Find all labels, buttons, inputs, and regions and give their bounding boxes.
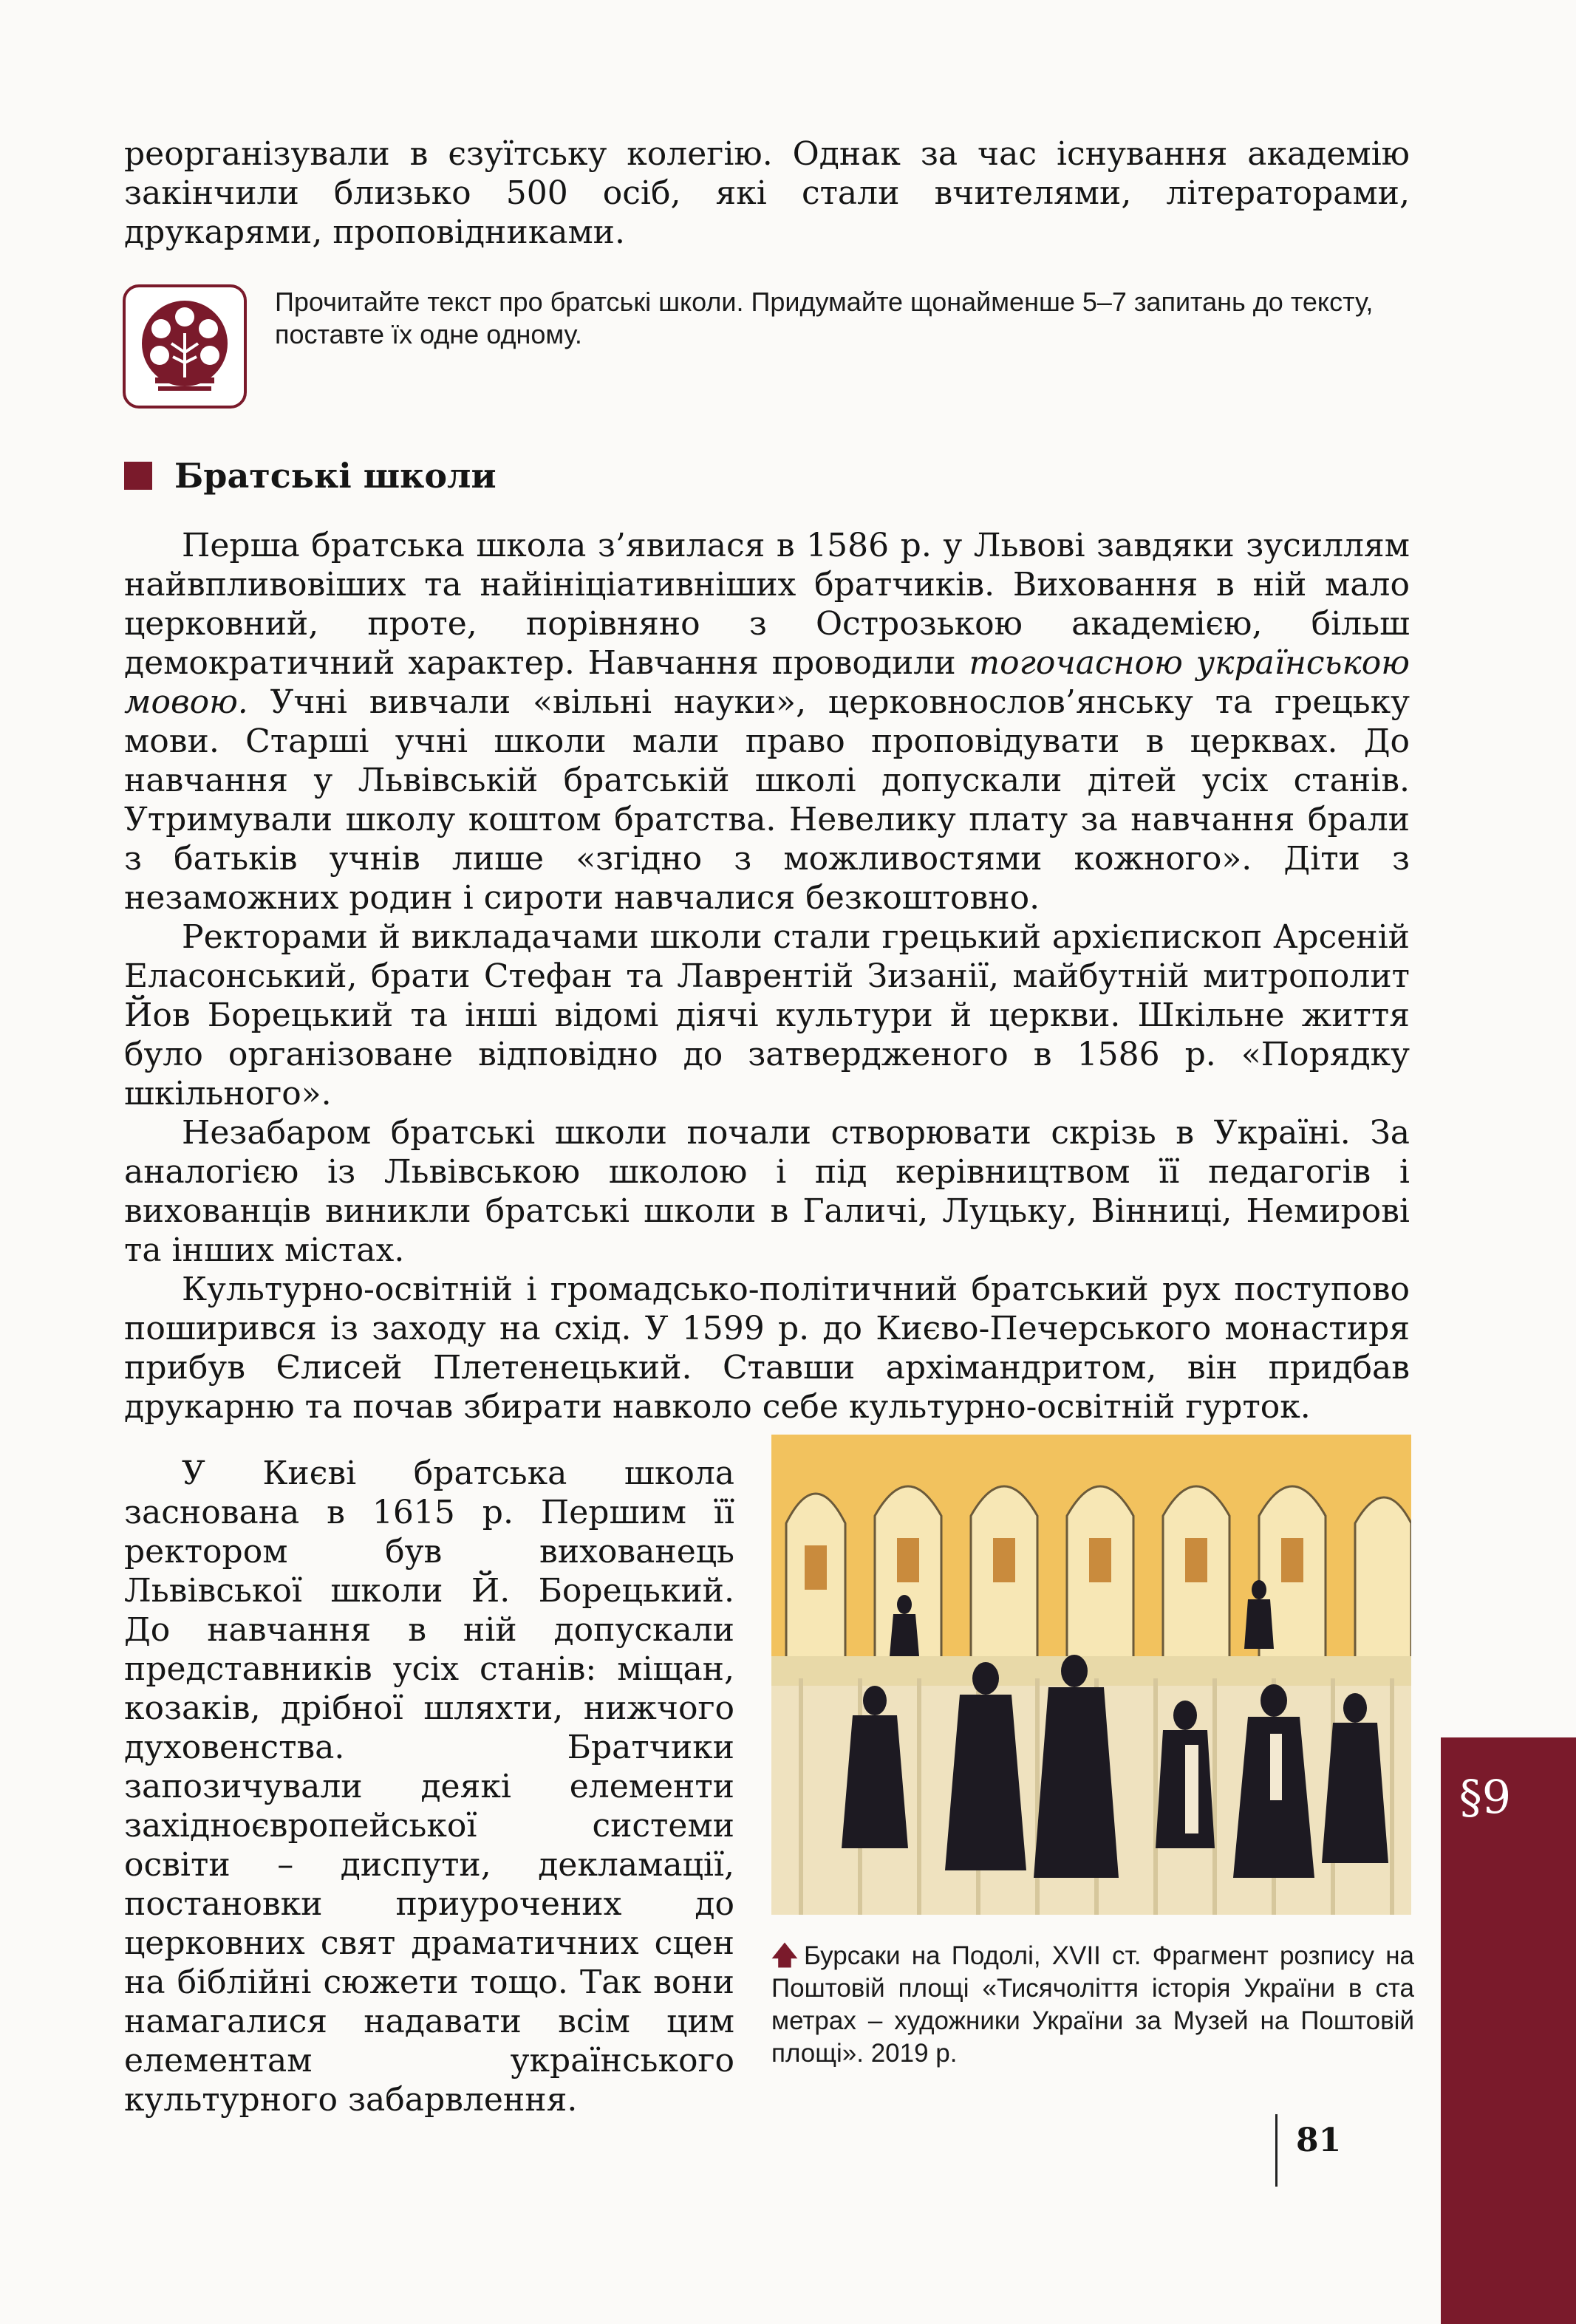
page-number: 81 bbox=[1296, 2122, 1342, 2159]
paragraph-4: Культурно-освітній і громадсько-політичний братський рух поступово поширився із заходу на схід. У 1599 р. до Києво-Печерського монастиря прибув Єлисей Плетенецький. Ставши архімандритом, він придбав друкарню та почав збирати навколо себе культурно-освітній гурток. bbox=[124, 1271, 1410, 1426]
mural-image bbox=[771, 1435, 1411, 1915]
arrow-up-icon: 🡅 bbox=[771, 1941, 798, 1970]
discussion-circle-icon bbox=[123, 284, 247, 409]
section-heading bbox=[124, 454, 497, 498]
task-text: Прочитайте текст про братські школи. Придумайте щонайменше 5–7 запитань до тексту, поставте їх одне одному. bbox=[275, 287, 1374, 349]
page-number-divider bbox=[1275, 2114, 1277, 2187]
intro-paragraph: реорганізували в єзуїтську колегію. Однак за час існування академію закінчили близько 500 осіб, які стали вчителями, літераторами, друкарями, проповідниками. bbox=[124, 135, 1410, 251]
body-text bbox=[124, 526, 1410, 1426]
section-title: Братські школи bbox=[174, 456, 497, 496]
chapter-side-tab bbox=[1441, 1737, 1576, 2324]
kyiv-school-paragraph: У Києві братська школа заснована в 1615 р. Першим її ректором був вихованець Львівської школи Й. Борецький. До навчання в ній допускали представників усіх станів: міщан, козаків, дрібної шляхти, нижчого духовенства. Братчики запозичували деякі елементи західноєвропейської системи освіти – диспути, декламації, постановки приурочених до церковних свят драматичних сцен на біблійні сюжети тощо. Так вони намагалися надавати всім цим елементам українського культурного забарвлення. bbox=[124, 1455, 734, 2119]
section-marker bbox=[124, 462, 152, 490]
side-tab-label: §9 bbox=[1459, 1770, 1512, 1824]
figure-caption: 🡅 Бурсаки на Подолі, XVII ст. Фрагмент розпису на Поштовій площі «Тисячоліття історія України в ста метрах – художники України за Музей на Поштовій площі». 2019 р. bbox=[771, 1941, 1414, 2068]
paragraph-2: Ректорами й викладачами школи стали грецький архієпископ Арсеній Еласонський, брати Стефан та Лаврентій Зизанії, майбутній митрополит Йов Борецький та інші відомі діячі культури й церкви. Шкільне життя було організоване відповідно до затвердженого в 1586 р. «Порядку шкільного». bbox=[124, 918, 1410, 1113]
paragraph-1: Перша братська школа з’явилася в 1586 р. у Львові завдяки зусиллям найвпливовіших та найініціативніших братчиків. Виховання в ній мало церковний, проте, порівняно з Острозькою академією, більш демократичний характер. Навчання проводили тогочасною українською мовою. Учні вивчали «вільні науки», церковнослов’янську та грецьку мови. Старші учні школи мали право проповідувати в церквах. До навчання у Львівській братській школі допускали дітей усіх станів. Утримували школу коштом братства. Невелику плату за навчання брали з батьків учнів лише «згідно з можливостями кожного». Діти з незаможних родин і сироти навчалися безкоштовно. bbox=[124, 527, 1410, 917]
paragraph-3: Незабаром братські школи почали створювати скрізь в Україні. За аналогією із Львівською школою і під керівництвом її педагогів і вихованців виникли братські школи в Галичі, Луцьку, Вінниці, Немирові та інших містах. bbox=[124, 1114, 1410, 1269]
emphasis-text: тогочасною українською мовою. bbox=[124, 644, 1410, 721]
task-box bbox=[123, 284, 1416, 410]
